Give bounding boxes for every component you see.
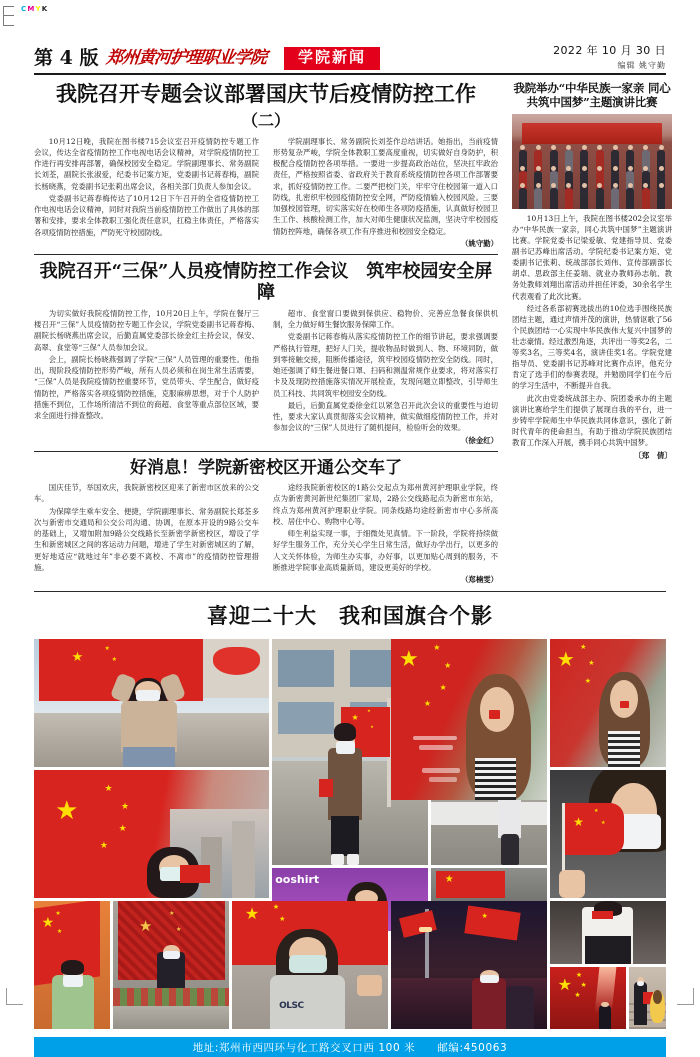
photo-item: ★ ★ ★ — [34, 639, 269, 767]
article-divider-1 — [34, 254, 498, 255]
photo-item: ★ ★ ★ — [550, 770, 666, 898]
article-1 — [34, 81, 498, 249]
paragraph: 超市、食堂窗口要做到保供应、稳物价、完善应急餐食保供机制，全力做好师生餐饮服务保障工作。 — [273, 308, 498, 330]
paragraph: 国庆佳节，举国欢庆，我院新密校区迎来了新密市区放来的公交车。 — [34, 483, 259, 504]
issue-info — [553, 42, 666, 71]
article-3-columns — [34, 482, 498, 585]
photo-item: ★ ★ ★ OLSC — [232, 901, 388, 1029]
article-2-byline: （徐金红） — [461, 435, 498, 445]
right-article-headline: 我院举办“中华民族一家亲 同心共筑中国梦”主题演讲比赛 — [513, 81, 671, 110]
article-1-byline: （姚守勤） — [461, 238, 498, 248]
paragraph: 最后，后勤直属党委徐金红以紧急召开此次会议的重要性与迫切性，要求大家认真贯彻落实会议精神，做实做细疫情防控工作，并对参加会议的“三保”人员进行了随机提问，检验听会的效果。 — [273, 400, 498, 433]
photo-item: ★ ★ ★ — [113, 901, 229, 1029]
paragraph: 党委副书记蒋春梅从落实疫情防控工作的细节讲起，要求强调要严格执行管理，把好人门关，提收物品时做到人、物、环境同防，做到零接触交接，阻断传播途径，筑牢校园疫情防控安全防线。同时，她还强调了师生餐进餐口罩、扫码和测温常规作业要求，将对落实打卡及及现防控措施落实情况开展检查，发现问题立即整改，引导师生员工科技、共同筑牢校园安全防线。 — [273, 332, 498, 398]
photo-item: ooshirt — [272, 868, 428, 931]
right-article-zone — [512, 81, 672, 585]
masthead-divider — [34, 73, 666, 75]
article-1-headline-suffix: （二） — [241, 110, 290, 130]
article-2-column-2 — [273, 308, 498, 446]
feature-title: 喜迎二十大 我和国旗合个影 — [207, 603, 493, 629]
left-article-zone — [34, 81, 498, 585]
photo-item: ★ ★ ★ ★ — [550, 639, 666, 767]
content-area — [34, 81, 672, 585]
masthead — [34, 36, 666, 70]
paragraph: 党委副书记蒋春梅传达了10月12日下午召开的全省疫情防控工作电视电话会议精神，同时对我院当前疫情防控工作做出了具体的部署和安排，要求全体教职工强化责任意识，扛稳主体责任，严格落实各项疫情防控措施，严防死守校园防线。 — [34, 193, 259, 237]
paragraph: 为切实做好我院疫情防控工作，10月20日上午，学院在餐厅三楼召开“三保”人员疫情防控专题工作会议，学院党委副书记蒋春梅、副院长杨晓燕出席会议，后勤直属党委部长徐金红主持会议，保安、高翠、食堂等“三保”人员参加会议。 — [34, 308, 259, 352]
article-1-columns — [34, 136, 498, 249]
cmyk-m: M — [27, 5, 36, 13]
page-number: 第 4 版 — [34, 47, 99, 69]
photo-item — [629, 967, 666, 1030]
issue-editor: 编辑 姚守勤 — [617, 61, 666, 70]
photo-item: ★ ★ ★ ★ ★ — [391, 639, 547, 800]
article-1-column-1 — [34, 136, 259, 249]
article-2-column-1 — [34, 308, 259, 446]
issue-date: 2022 年 10 月 30 日 — [553, 44, 666, 57]
paragraph: 师生利益实现一事，于细微处见真情。下一阶段，学院将持续做好学生服务工作，充分关心学生日常生活，做好办学出行，以更多的人文关怀体验，为师生办实事，办好事，以更加贴心周到的服务，不断推进学院事业高质量新局，建设更美好的学校。 — [273, 529, 498, 572]
cmyk-y: Y — [35, 5, 42, 13]
article-1-headline-text: 我院召开专题会议部署国庆节后疫情防控工作 — [56, 81, 476, 106]
crop-mark-bottom-left — [6, 988, 23, 1005]
photo-item: ★ ★ ★ — [272, 639, 428, 865]
right-article-byline: 〔郑 倩〕 — [634, 451, 672, 461]
article-1-headline — [34, 81, 498, 136]
paragraph: 10月13日上午，我院在图书楼202会议室举办“中华民族一家亲，同心共筑中国梦”主题演讲比赛。学院党委书记梁爱敏、党建指导员、党委副书记苏峰出席活动。学院纪委书记案方矩、党委副书记张莉、统战部部长刘伟、宣传部副部长胡卓、思政部主任姜瑞、就业办教师孙志航、教务处教师刘翔出席活动并担任评委，30余名学生代表观看了此次比赛。 — [512, 213, 672, 301]
article-2-headline: 我院召开“三保”人员疫情防控工作会议 筑牢校园安全屏障 — [39, 260, 493, 304]
photo-item: ★ — [431, 868, 547, 931]
paragraph: 此次由党委统战部主办、院团委承办的主题演讲比赛给学生们提供了展现自我的平台，进一步铸牢学院师生中华民族共同体意识，强化了新时代青年的使命担当，有助于推动学院民族团结教育工作深入开展，携手同心共筑中国梦。 — [512, 393, 672, 447]
article-3-byline: （郑楠雯） — [461, 575, 498, 585]
photo-mosaic — [34, 639, 666, 1029]
article-3-column-1 — [34, 482, 259, 585]
article-2-columns — [34, 308, 498, 446]
paper-nameplate: 郑州黄河护理职业学院 — [105, 48, 268, 68]
cmyk-color-bar — [21, 5, 48, 13]
article-3-column-2 — [273, 482, 498, 585]
paragraph: 经过各系部初赛选拔出的10位选手围绕民族团结主题，通过声情并茂的演讲，热情讴歌了56个民族团结一心实现中华民族伟大复兴中国梦的壮志豪情。经过激烈角逐，共评出一等奖2名，二等奖3名，三等奖4名，演讲佳奖1名。学院党建指导员、党委副书记苏峰对比赛作点评，他充分肯定了选手们的参赛表现，并勉励同学们在今后的学习生活中，不断提升自我。 — [512, 303, 672, 391]
paragraph: 为保障学生乘车安全、便捷，学院副理事长、常务副院长郑荃多次与新密市交通局和公交公司沟通、协调，在原本开设的9路公交车的基础上，又增加附加9路公交线路长至新密学新密校区，增设了学生和新密城区之间的客运动力问题，增进了学生对新密城区的了解，更好地适应“就地过年”非必要不离校、不离市”的疫情防控管理措施。 — [34, 506, 259, 572]
footer-postcode: 邮编:450063 — [437, 1041, 508, 1054]
footer-contact-bar — [34, 1037, 666, 1057]
photo-item: ★ ★ ★ — [34, 901, 110, 1029]
article-2 — [34, 258, 498, 446]
photo-item: ★ ★ ★ ★ — [550, 967, 626, 1030]
paragraph: 10月12日晚，我院在图书楼715会议室召开疫情防控专题工作会议，传达全省疫情防控工作电视电话会议精神，对学院疫情防控工作进行再安排再部署，确保校园安全稳定。学院副理事长、常务副院长刘荃，副院长张淑爱，纪委书记案方矩，党委副书记蒋春梅，副院长杨晓燕，党委副书记张莉出席会议，各相关部门负责人参加会议。 — [34, 136, 259, 191]
photo-item: ★ ★ ★ ★ ★ — [34, 770, 269, 898]
newspaper-page — [34, 36, 672, 1057]
article-3 — [34, 455, 498, 585]
footer-address: 地址:郑州市西四环与化工路交叉口西 100 米 — [192, 1041, 416, 1054]
cmyk-k: K — [41, 5, 49, 13]
right-article-photo — [512, 114, 672, 209]
article-1-column-2 — [273, 136, 498, 249]
photo-item — [550, 901, 666, 964]
paragraph: 学院副理事长、常务副院长刘荃作总结讲话。她指出，当前疫情形势复杂严峻，学院全体教职工要高度重视，切实做好自身防护，积极配合疫情防控各项举措。一要进一步提高政治站位，坚决扛牢政治责任，严格按照省委、省政府关于教育系统疫情防控各项工作部署要求，抓好疫情防控工作。二要严把校门关，牢牢守住校园第一道入口防线，扎密织牢校园疫情防控安全网，严防疫情输入校园风险。三要加强校园管理，切实落实好在校师生各项防疫措施，认真做好校园卫生工作、核酸检测工作，加大对师生健康状况监测，坚决守牢校园疫情防控阵地，确保各项工作有序推进和校园安全稳定。 — [273, 136, 498, 236]
crop-mark-bottom-right — [677, 988, 694, 1005]
paragraph: 会上，副院长杨晓燕强调了学院“三保”人员管理的重要性。他指出，现阶段疫情防控形势严峻，所有人员必须和在岗生常生活需要，“三保”人员是我院疫情防控重要环节，党员带头、学生配合，做好疫情防控，严格落实各项疫情防控措施，克服麻痹思想，对于个人防护措施不到位，工作场所清洁不到位的商超、食堂等重点部位区域，要求全面进行排查整改。 — [34, 354, 259, 421]
registration-bracket-icon — [3, 6, 14, 26]
section-badge: 学院新闻 — [284, 47, 380, 70]
article-3-headline: 好消息！学院新密校区开通公交车了 — [130, 457, 402, 478]
print-registration-marks — [3, 4, 77, 30]
paragraph: 途经我院新密校区的1路公交起点为郑州黄河护理职业学院，终点为新密黄河新世纪集团厂家局，2路公交线路起点为新密市东站，终点为郑州黄河护理职业学院。同条线路均途经新密市中心多所高校、居住中心、购物中心等。 — [273, 483, 498, 526]
photo-item: ★ — [391, 901, 547, 1029]
article-divider-2 — [34, 451, 498, 452]
cmyk-c: C — [21, 5, 28, 13]
